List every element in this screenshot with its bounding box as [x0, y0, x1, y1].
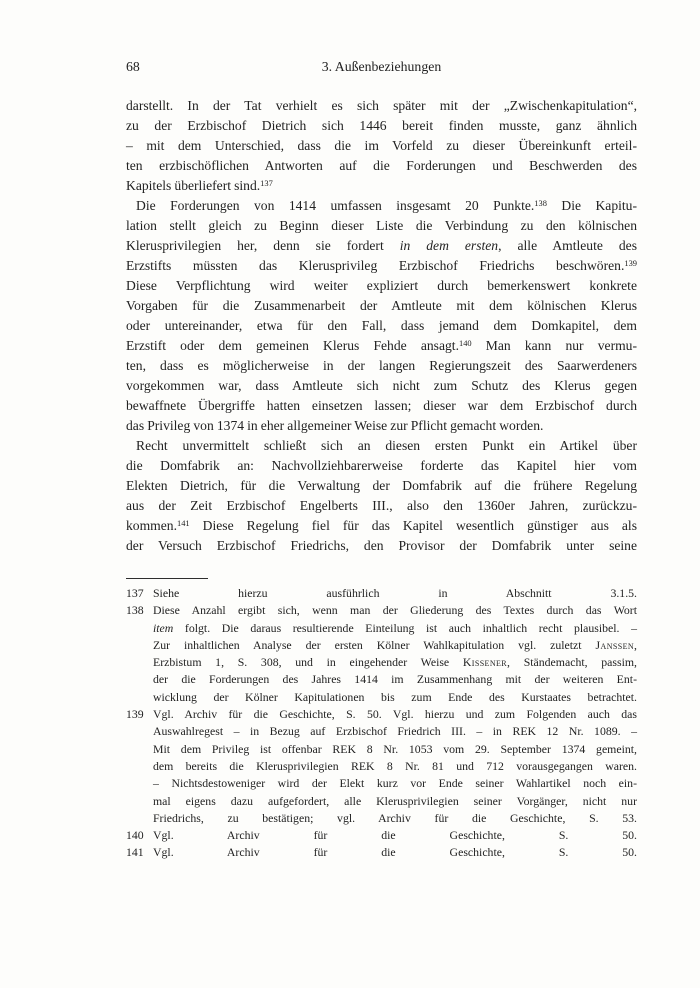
text-line — [153, 602, 637, 619]
text-segment: der Versuch Erzbischof Friedrichs, den Provisor der Domfabrik unter seine — [126, 538, 637, 553]
footnote — [126, 585, 637, 602]
text-segment: kommen. — [126, 518, 177, 533]
text-line — [126, 376, 637, 396]
text-segment: wicklung der Kölner Kapitulationen bis zum Ende des Kurstaates betrachtet. — [153, 689, 637, 704]
footnote — [126, 602, 637, 706]
text-segment: Erzbistum 1, S. 308, und in eingehender Weise — [153, 655, 463, 670]
body-paragraph — [126, 196, 637, 436]
text-line — [126, 336, 637, 356]
text-segment: Zur inhaltlichen Analyse der ersten Kölner Wahlkapitulation vgl. zuletzt — [153, 637, 596, 652]
text-line — [126, 156, 637, 176]
body-paragraph — [126, 96, 637, 196]
text-line — [126, 536, 637, 556]
text-line — [153, 793, 637, 810]
text-segment: bewaffnete Übergriffe hatten einsetzen lassen; dieser war dem Erzbischof durch — [126, 398, 637, 413]
text-line — [126, 136, 637, 156]
footnote-number: 138 — [126, 603, 144, 618]
footnote-separator — [126, 578, 208, 579]
text-line — [153, 585, 637, 602]
text-segment: Janssen — [595, 637, 635, 652]
footnote — [126, 844, 637, 861]
text-segment: Auswahlregest – in Bezug auf Erzbischof Friedrich III. – in REK 12 Nr. 1089. – — [153, 724, 637, 739]
text-segment: Diese Verpflichtung wird weiter expliziert durch bemerkenswert konkrete — [126, 278, 637, 293]
text-segment: Vgl. Archiv für die Geschichte, S. 50. Vgl. hierzu und zum Folgenden auch das — [153, 707, 637, 722]
footnote-number: 137 — [126, 586, 144, 600]
text-line — [126, 96, 637, 116]
text-line — [126, 416, 637, 436]
page-header — [126, 58, 637, 76]
text-line — [153, 671, 637, 688]
text-segment: item — [153, 620, 174, 635]
text-segment: die Domfabrik an: Nachvollziehbarerweise forderte das Kapitel hier vom — [126, 458, 637, 473]
text-segment: Die Kapitu- — [546, 198, 637, 213]
text-segment: Friedrichs, zu bestätigen; vgl. Archiv für die Geschichte, S. 53. — [153, 810, 637, 825]
text-segment: Siehe hierzu ausführlich in Abschnitt 3.1.5. — [153, 586, 637, 600]
text-segment: , Ständemacht, passim, — [507, 655, 637, 670]
page-number: 68 — [126, 59, 140, 74]
running-title: 3. Außenbeziehungen — [321, 59, 442, 74]
text-line — [153, 827, 637, 844]
footnote — [126, 706, 637, 827]
footnote-text — [153, 602, 637, 706]
text-segment: folgt. Die daraus resultierende Einteilung ist auch inhaltlich recht plausibel. – — [173, 620, 637, 635]
text-line — [126, 456, 637, 476]
text-line — [126, 236, 637, 256]
footnote-marker: 141 — [176, 518, 190, 529]
text-line — [153, 654, 637, 671]
text-segment: aus der Zeit Erzbischof Engelberts III., also den 1360er Jahren, zurückzu- — [126, 498, 637, 513]
text-line — [153, 706, 637, 723]
text-segment: Kapitels überliefert sind. — [126, 178, 261, 193]
text-line — [126, 396, 637, 416]
text-line — [126, 316, 637, 336]
text-segment: das Privileg von 1374 in eher allgemeiner Weise zur Pflicht gemacht worden. — [126, 418, 544, 433]
text-segment: Mit dem Privileg ist offenbar REK 8 Nr. 1053 vom 29. September 1374 gemeint, — [153, 741, 637, 756]
text-line — [126, 436, 637, 456]
text-line — [126, 356, 637, 376]
text-segment: , alle Amtleute des — [498, 238, 637, 253]
text-segment: – Nichtsdestoweniger wird der Elekt kurz vor Ende seiner Wahlartikel noch ein- — [153, 776, 637, 791]
text-segment: Elekten Dietrich, für die Verwaltung der Domfabrik auf die frühere Regelung — [126, 478, 637, 493]
footnote-marker: 138 — [534, 198, 547, 209]
text-segment: ten erzbischöflichen Antworten auf die Forderungen und Beschwerden des — [126, 158, 637, 173]
text-line — [126, 496, 637, 516]
text-segment: in dem ersten — [399, 238, 499, 253]
text-segment: Vorgaben für die Zusammenarbeit der Amtleute mit dem kölnischen Klerus — [126, 298, 637, 313]
text-line — [126, 116, 637, 136]
text-segment: Vgl. Archiv für die Geschichte, S. 50. — [153, 828, 637, 843]
footnote-number: 140 — [126, 828, 144, 843]
text-segment: , — [634, 637, 637, 652]
text-segment: ten, dass es möglicherweise in der langen Regierungszeit des Saarwerdeners — [126, 358, 637, 373]
text-line — [126, 196, 637, 216]
text-line — [153, 844, 637, 861]
text-segment: Die Forderungen von 1414 umfassen insgesamt 20 Punkte. — [136, 198, 535, 213]
text-line — [126, 476, 637, 496]
text-line — [153, 637, 637, 654]
text-line — [126, 256, 637, 276]
text-segment: Erzstifts müssten das Klerusprivileg Erzbischof Friedrichs beschwören. — [126, 258, 625, 273]
text-line — [153, 689, 637, 706]
footnote-number: 141 — [126, 845, 144, 860]
text-line — [126, 176, 637, 196]
text-line — [126, 516, 637, 536]
footnote-text — [153, 827, 637, 844]
footnote-number: 139 — [126, 707, 144, 722]
body-text — [126, 96, 637, 556]
text-segment: zu der Erzbischof Dietrich sich 1446 bereit finden musste, ganz ähnlich — [126, 118, 637, 133]
text-segment: Man kann nur vermu- — [471, 338, 637, 353]
footnote-text — [153, 844, 637, 861]
text-line — [126, 296, 637, 316]
text-segment: darstellt. In der Tat verhielt es sich später mit der „Zwischenkapitulation“, — [126, 98, 637, 113]
footnotes-section — [126, 585, 637, 862]
text-segment: lation stellt gleich zu Beginn dieser Liste die Verbindung zu den kölnischen — [126, 218, 637, 233]
text-line — [126, 216, 637, 236]
text-segment: oder untereinander, etwa für den Fall, dass jemand dem Domkapitel, dem — [126, 318, 637, 333]
text-line — [153, 723, 637, 740]
footnote-marker: 140 — [458, 338, 472, 349]
footnote-text — [153, 585, 637, 602]
text-line — [153, 741, 637, 758]
text-segment: vorgekommen war, dass Amtleute sich nicht zum Schutz des Klerus gegen — [126, 378, 637, 393]
text-line — [153, 758, 637, 775]
text-segment: – mit dem Unterschied, dass die im Vorfeld zu dieser Übereinkunft erteil- — [126, 138, 637, 153]
footnote-text — [153, 706, 637, 827]
text-segment: Kissener — [462, 655, 508, 670]
text-segment: Diese Regelung fiel für das Kapitel wesentlich günstiger aus als — [189, 518, 637, 533]
text-segment: der die Forderungen des Jahres 1414 im Zusammenhang mit der weiteren Ent- — [153, 672, 637, 687]
footnote — [126, 827, 637, 844]
text-segment: dem bereits die Klerusprivilegien REK 8 Nr. 81 und 712 vorausgegangen waren. — [153, 758, 637, 773]
text-segment: Klerusprivilegien her, denn sie fordert — [126, 238, 400, 253]
text-line — [153, 620, 637, 637]
text-segment: Recht unvermittelt schließt sich an diesen ersten Punkt ein Artikel über — [136, 438, 637, 453]
footnote-marker: 139 — [624, 258, 637, 269]
text-segment: Erzstift oder dem gemeinen Klerus Fehde ansagt. — [126, 338, 459, 353]
text-line — [153, 810, 637, 827]
footnote-marker: 137 — [260, 178, 273, 189]
text-segment: Vgl. Archiv für die Geschichte, S. 50. — [153, 845, 637, 860]
text-segment: mal eigens dazu aufgefordert, alle Klerusprivilegien seiner Vorgänger, nicht nur — [153, 793, 637, 808]
text-line — [153, 775, 637, 792]
text-line — [126, 276, 637, 296]
text-segment: Diese Anzahl ergibt sich, wenn man der Gliederung des Textes durch das Wort — [153, 603, 637, 618]
body-paragraph — [126, 436, 637, 556]
